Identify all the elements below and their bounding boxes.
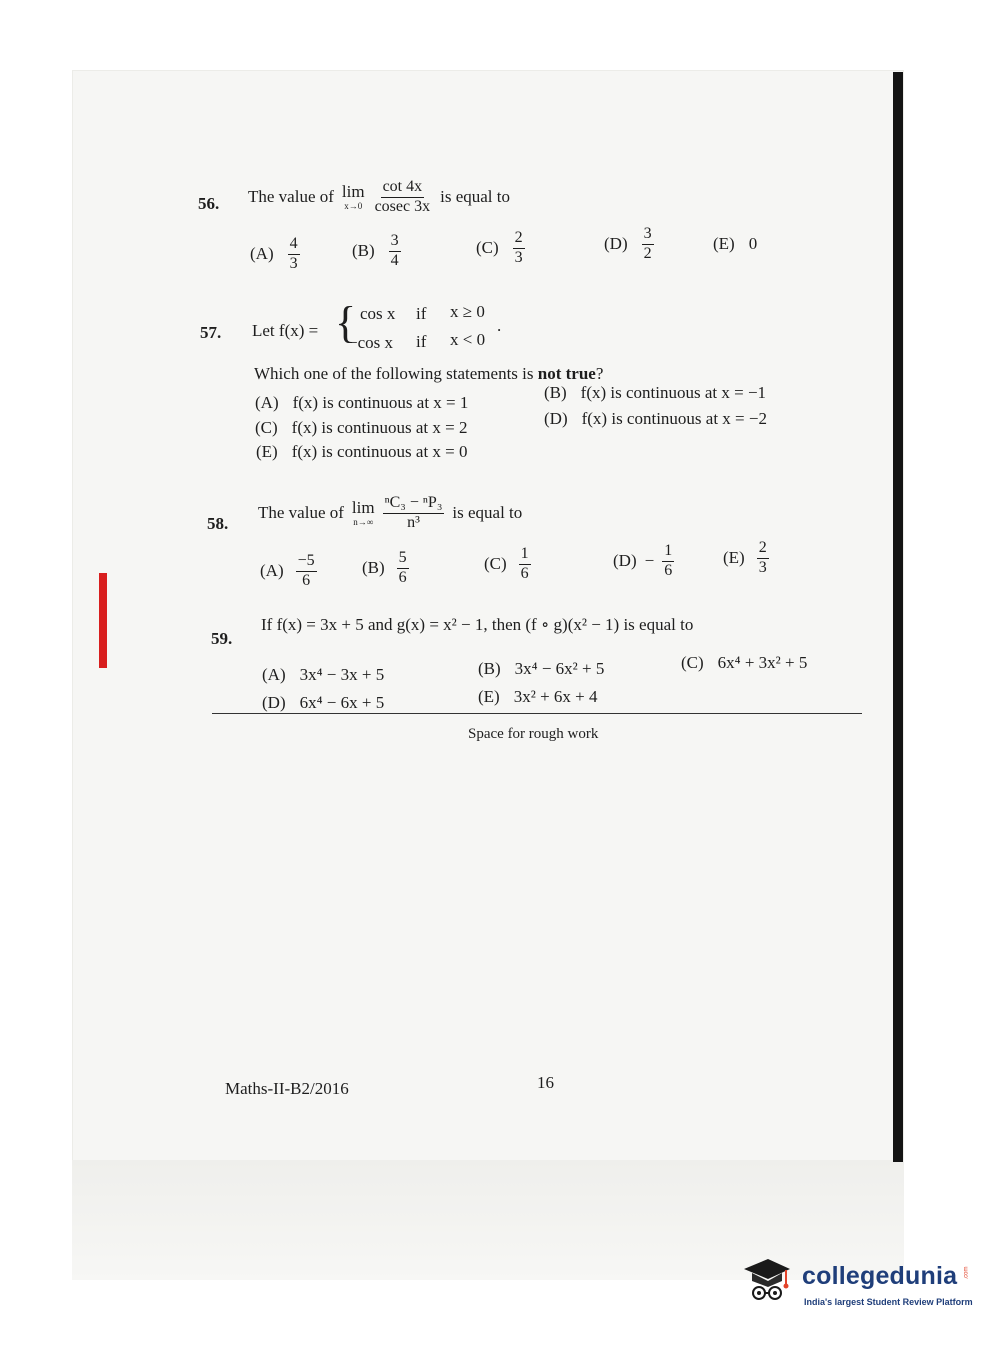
option-label: (C) <box>255 418 278 437</box>
q56-lim-sub: x→0 <box>344 201 363 212</box>
q57-question <box>254 364 603 384</box>
option-label: (D) <box>604 234 628 254</box>
q57-case2: −cos x <box>348 333 393 352</box>
q58-fraction <box>383 495 445 532</box>
q57-option-e[interactable] <box>256 442 468 462</box>
option-text: 3x⁴ − 3x + 5 <box>299 665 385 684</box>
option-fraction: $\frac{1}{6}$ <box>520 545 529 582</box>
option-fraction: $\frac{2}{3}$ <box>514 229 523 266</box>
option-sign: − <box>644 551 655 571</box>
option-text: 6x⁴ + 3x² + 5 <box>717 653 808 672</box>
option-label: (D) <box>613 551 637 571</box>
option-text: f(x) is continuous at x = −2 <box>581 409 767 428</box>
option-label: (D) <box>262 693 286 712</box>
q58-option-c[interactable] <box>484 546 531 583</box>
q56-option-e[interactable] <box>713 234 757 254</box>
q56-fraction-den: cosec 3x <box>374 197 431 215</box>
rough-work-divider <box>212 713 862 714</box>
option-label: (A) <box>255 393 279 412</box>
option-fraction: $\frac{2}{3}$ <box>758 539 767 576</box>
q59-option-d[interactable] <box>262 693 384 713</box>
graduate-cap-icon <box>742 1255 792 1303</box>
q56-suffix: is equal to <box>440 187 510 207</box>
q56-prefix: The value of <box>248 187 334 207</box>
q56-fraction-num: cot 4x <box>381 179 425 198</box>
q57-option-b[interactable] <box>544 383 766 403</box>
scan-edge <box>893 72 903 1162</box>
option-text: 3x⁴ − 6x² + 5 <box>514 659 605 678</box>
option-fraction: $\frac{3}{4}$ <box>390 232 399 269</box>
option-label: (E) <box>256 442 278 461</box>
q58-option-a[interactable] <box>260 553 317 590</box>
q56-lim-word: lim <box>341 182 365 202</box>
q58-option-d[interactable] <box>613 543 674 580</box>
option-text: f(x) is continuous at x = 2 <box>291 418 468 437</box>
q57-option-a[interactable] <box>255 393 468 413</box>
q56-option-a[interactable] <box>250 236 300 273</box>
option-label: (C) <box>484 554 507 574</box>
option-fraction: $\frac{1}{6}$ <box>664 542 673 579</box>
option-text: 0 <box>748 234 758 253</box>
q59-option-a[interactable] <box>262 665 384 685</box>
option-text: 3x² + 6x + 4 <box>513 687 598 706</box>
q58-lim-sub: n→∞ <box>353 517 374 528</box>
q57-question-end: ? <box>595 364 604 383</box>
option-label: (A) <box>260 561 284 581</box>
q56-option-b[interactable] <box>352 233 401 270</box>
q56-number: 56. <box>198 194 220 213</box>
option-label: (C) <box>476 238 499 258</box>
option-fraction: $\frac{3}{2}$ <box>643 225 652 262</box>
q57-brace: { <box>335 298 357 347</box>
option-label: (E) <box>713 234 735 253</box>
option-label: (A) <box>250 244 274 264</box>
option-fraction: $\frac{-5}{6}$ <box>297 552 315 589</box>
q57-option-d[interactable] <box>544 409 767 429</box>
logo-tagline: India's largest Student Review Platform <box>804 1297 973 1307</box>
option-label: (A) <box>262 665 286 684</box>
q59-option-e[interactable] <box>478 687 598 707</box>
q57-case1: cos x <box>360 304 396 323</box>
option-label: (E) <box>723 548 745 568</box>
q59-option-c[interactable] <box>681 653 807 673</box>
q58-option-b[interactable] <box>362 550 409 587</box>
q57-case2-if: if <box>416 332 427 351</box>
footer-code: Maths-II-B2/2016 <box>225 1079 349 1098</box>
red-margin-mark <box>99 573 107 668</box>
q57-let: Let f(x) = <box>252 321 319 340</box>
q59-number: 59. <box>211 629 233 648</box>
collegedunia-logo-text[interactable]: collegedunia <box>802 1262 958 1290</box>
option-fraction: $\frac{5}{6}$ <box>398 549 407 586</box>
option-label: (B) <box>544 383 567 402</box>
q57-case1-cond: x ≥ 0 <box>450 302 485 321</box>
q58-suffix: is equal to <box>452 503 523 523</box>
q57-case1-if: if <box>416 304 427 323</box>
q57-question-pre: Which one of the following statements is <box>254 364 534 383</box>
option-text: f(x) is continuous at x = 0 <box>291 442 468 461</box>
q57-number: 57. <box>200 323 222 342</box>
q56-stem <box>248 179 510 216</box>
page-number: 16 <box>537 1073 554 1092</box>
logo-domain-suffix: .com <box>963 1266 970 1280</box>
option-label: (D) <box>544 409 568 428</box>
q59-stem: If f(x) = 3x + 5 and g(x) = x² − 1, then (f ∘ g)(x² − 1) is equal to <box>261 615 694 634</box>
q58-fraction-num: ⁿC₃ − ⁿP₃ <box>383 495 445 514</box>
option-text: 6x⁴ − 6x + 5 <box>299 693 385 712</box>
option-fraction: $\frac{4}{3}$ <box>289 235 298 272</box>
option-text: f(x) is continuous at x = 1 <box>292 393 469 412</box>
q58-number: 58. <box>207 514 229 533</box>
q58-lim-word: lim <box>351 498 375 518</box>
option-label: (B) <box>352 241 375 261</box>
q57-case2-cond: x < 0 <box>450 330 486 349</box>
q58-option-e[interactable] <box>723 540 769 577</box>
q58-fraction-den: n³ <box>407 513 420 531</box>
q58-prefix: The value of <box>258 503 344 523</box>
option-text: f(x) is continuous at x = −1 <box>580 383 767 402</box>
q58-limit <box>352 499 375 527</box>
rough-work-label: Space for rough work <box>468 726 599 742</box>
q56-option-d[interactable] <box>604 226 654 263</box>
option-label: (B) <box>362 558 385 578</box>
q56-option-c[interactable] <box>476 230 525 267</box>
q58-stem <box>258 495 522 532</box>
q59-option-b[interactable] <box>478 659 604 679</box>
option-label: (E) <box>478 687 500 706</box>
option-label: (B) <box>478 659 501 678</box>
q57-question-bold: not true <box>537 364 596 383</box>
option-label: (C) <box>681 653 704 672</box>
q56-limit <box>342 183 365 211</box>
q57-end-dot: . <box>497 316 502 335</box>
q57-option-c[interactable] <box>255 418 467 438</box>
q56-fraction <box>373 179 433 216</box>
